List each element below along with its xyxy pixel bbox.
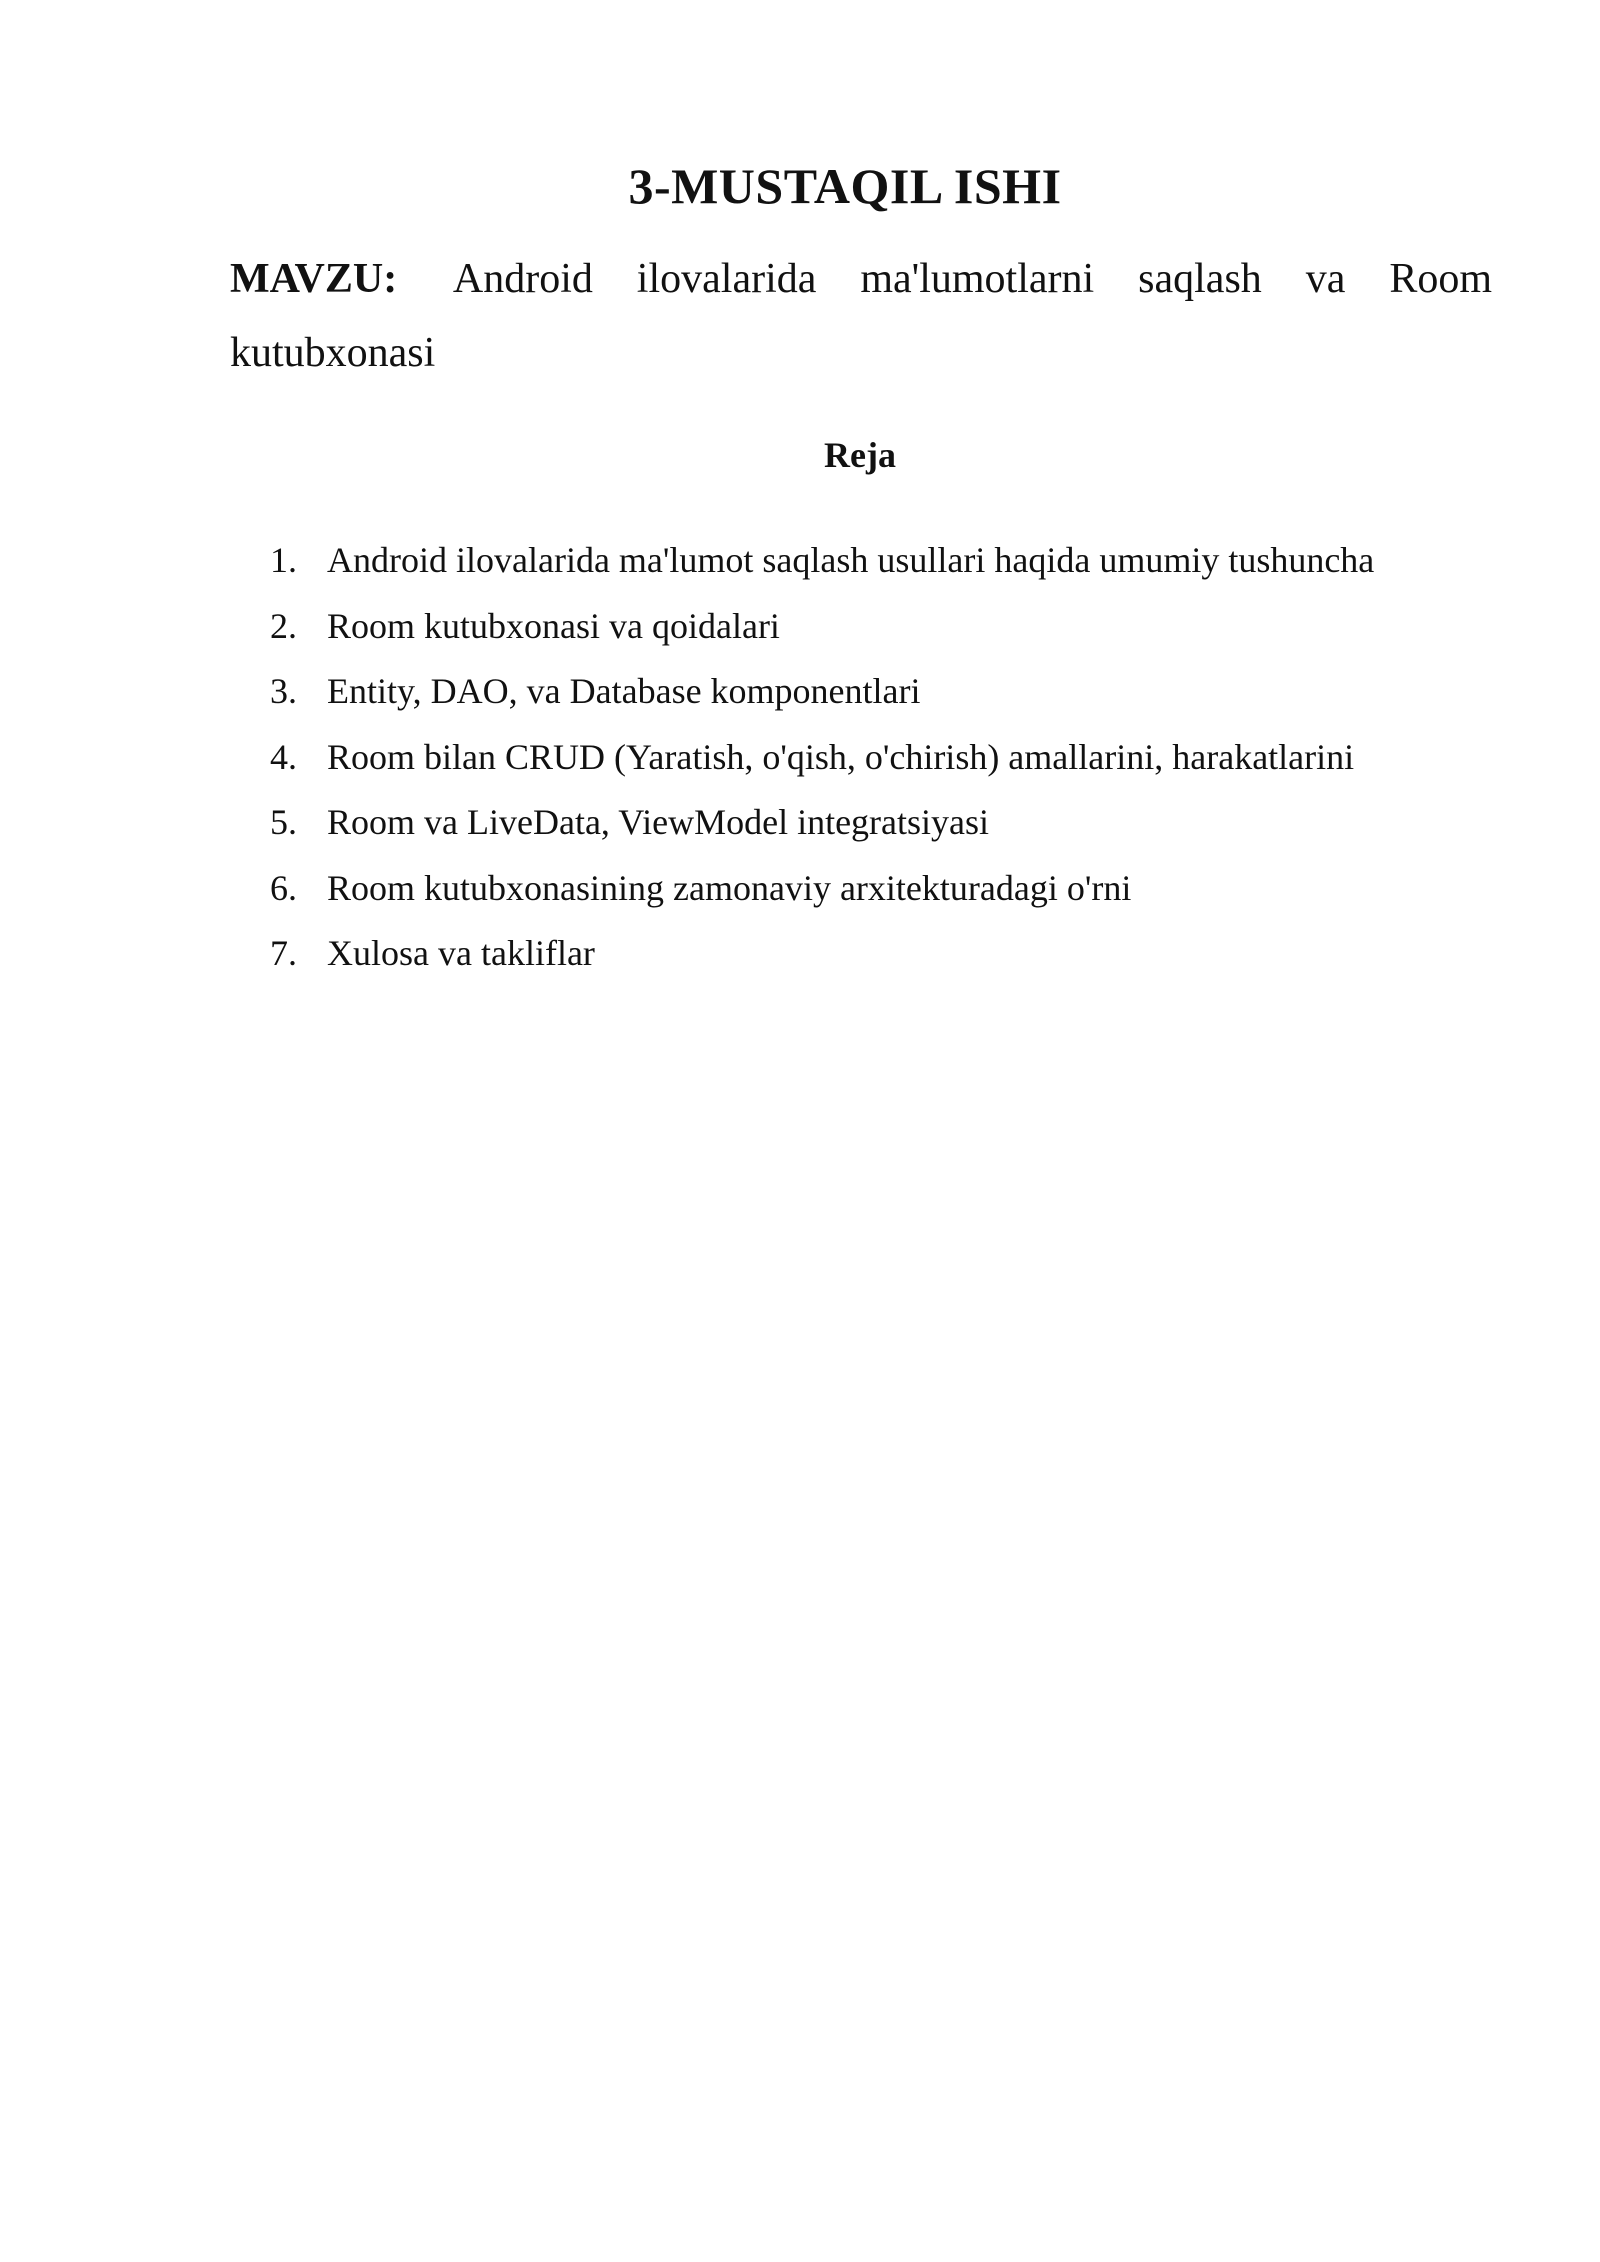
plan-item-number: 3. xyxy=(270,671,297,711)
plan-item xyxy=(270,659,1530,725)
plan-item-number: 1. xyxy=(270,540,297,580)
document-title: 3-MUSTAQIL ISHI xyxy=(628,158,1062,214)
plan-item-text: Room va LiveData, ViewModel integratsiyasi xyxy=(327,802,990,842)
plan-item xyxy=(270,921,1530,987)
plan-item-text: Android ilovalarida ma'lumot saqlash usullari haqida umumiy tushuncha xyxy=(327,540,1375,580)
plan-item-number: 4. xyxy=(270,736,297,777)
plan-item xyxy=(270,856,1530,922)
plan-item-number: 7. xyxy=(270,933,297,973)
plan-heading: Reja xyxy=(824,435,896,475)
plan-item xyxy=(270,528,1530,594)
plan-item xyxy=(270,725,1530,791)
plan-list xyxy=(270,528,1530,987)
topic-label: MAVZU: xyxy=(230,256,398,302)
plan-item-number: 2. xyxy=(270,605,297,646)
plan-item-text: Room kutubxonasi va qoidalari xyxy=(327,605,780,646)
plan-item-text: Xulosa va takliflar xyxy=(327,933,595,973)
plan-item-number: 5. xyxy=(270,802,297,842)
plan-item xyxy=(270,594,1530,660)
plan-item-text: Room kutubxonasining zamonaviy arxitekturadagi o'rni xyxy=(327,867,1132,908)
plan-item-number: 6. xyxy=(270,867,297,908)
topic-text: Android ilovalarida ma'lumotlarni saqlash va Room kutubxonasi xyxy=(230,256,1493,376)
topic-paragraph xyxy=(230,242,1492,390)
plan-item xyxy=(270,790,1530,856)
plan-item-text: Room bilan CRUD (Yaratish, o'qish, o'chirish) amallarini, harakatlarini xyxy=(327,736,1355,777)
plan-item-text: Entity, DAO, va Database komponentlari xyxy=(327,671,921,711)
